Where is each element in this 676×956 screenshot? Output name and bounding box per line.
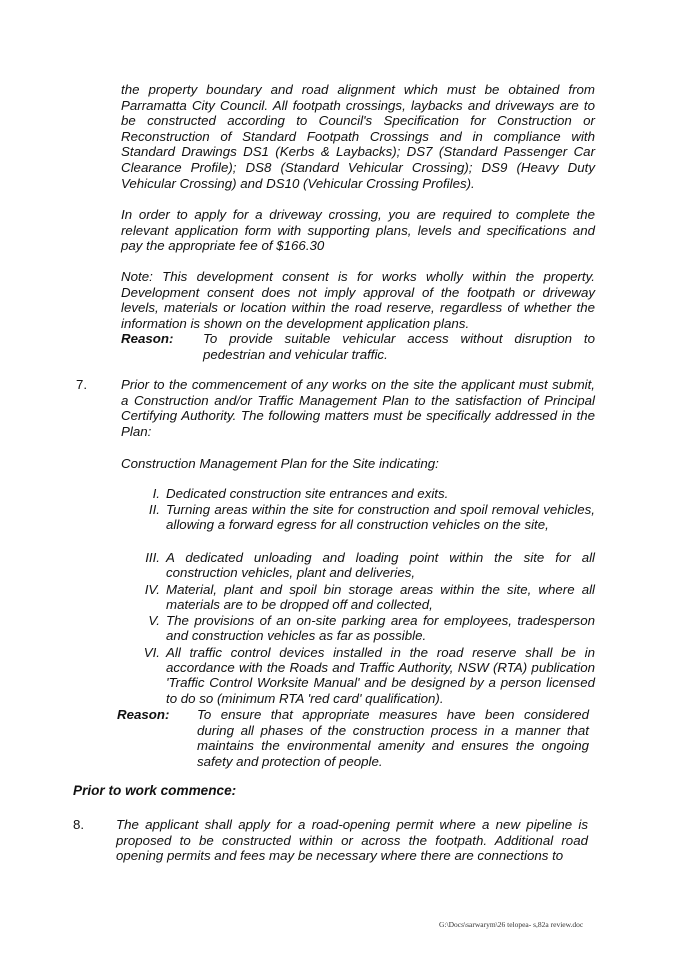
item-number-7: 7. [76, 377, 88, 392]
paragraph-boundary: the property boundary and road alignment which must be obtained from Parramatta City Council. All footpath crossings, laybacks and driveways are to be constructed according to Council's Specification for Construction or Reconstruction of Standard Footpath Crossings and in compliance with Standard Drawings DS1 (Kerbs & Laybacks); DS7 (Standard Passenger Car Clearance Profile); DS8 (Standard Vehicular Crossing); DS9 (Heavy Duty Vehicular Crossing) and DS10 (Vehicular Crossing Profiles). [121, 82, 595, 191]
list-marker: V. [148, 613, 160, 628]
section-heading: Prior to work commence: [73, 783, 237, 798]
reason-label: Reason: [117, 707, 170, 722]
list-marker: III. [145, 550, 160, 565]
reason-block-2 [117, 707, 595, 773]
reason-block-1 [121, 331, 595, 365]
cmp-heading: Construction Management Plan for the Site indicating: [121, 456, 439, 471]
list-marker: I. [152, 486, 160, 501]
reason-label: Reason: [121, 331, 174, 346]
list-marker: VI. [143, 645, 160, 660]
list-text: A dedicated unloading and loading point within the site for all construction vehicles, plant and deliveries, [166, 550, 595, 581]
reason-text: To ensure that appropriate measures have been considered during all phases of the construction process in a manner that maintains the environmental amenity and ensures the ongoing safety and protection of people. [197, 707, 589, 769]
item-8-text: The applicant shall apply for a road-opening permit where a new pipeline is proposed to be constructed within or across the footpath. Additional road opening permits and fees may be necessary where there are connections to [116, 817, 588, 864]
paragraph-apply-crossing: In order to apply for a driveway crossing, you are required to complete the relevant application form with supporting plans, levels and specifications and pay the appropriate fee of $166.30 [121, 207, 595, 254]
list-text: The provisions of an on-site parking area for employees, tradesperson and construction vehicles as far as possible. [166, 613, 595, 644]
list-marker: IV. [144, 582, 160, 597]
list-marker: II. [148, 502, 160, 517]
document-footer-path: G:\Docs\sarwarym\26 telopea- s,82a review.doc [439, 920, 584, 929]
item-number-8: 8. [73, 817, 85, 832]
list-text: Dedicated construction site entrances and exits. [166, 486, 449, 501]
paragraph-note: Note: This development consent is for works wholly within the property. Development consent does not imply approval of the footpath or driveway levels, materials or location within the road reserve, regardless of whether the information is shown on the development application plans. [121, 269, 595, 331]
list-text: Turning areas within the site for construction and spoil removal vehicles, allowing a forward egress for all construction vehicles on the site, [166, 502, 595, 533]
reason-text: To provide suitable vehicular access without disruption to pedestrian and vehicular traffic. [203, 331, 595, 362]
list-text: All traffic control devices installed in the road reserve shall be in accordance with the Roads and Traffic Authority, NSW (RTA) publication 'Traffic Control Worksite Manual' and be designed by a person licensed to do so (minimum RTA 'red card' qualification). [166, 645, 595, 706]
list-text: Material, plant and spoil bin storage areas within the site, where all materials are to be dropped off and collected, [166, 582, 595, 613]
item-7-text: Prior to the commencement of any works on the site the applicant must submit, a Construction and/or Traffic Management Plan to the satisfaction of Principal Certifying Authority. The following matters must be specifically addressed in the Plan: [121, 377, 595, 439]
